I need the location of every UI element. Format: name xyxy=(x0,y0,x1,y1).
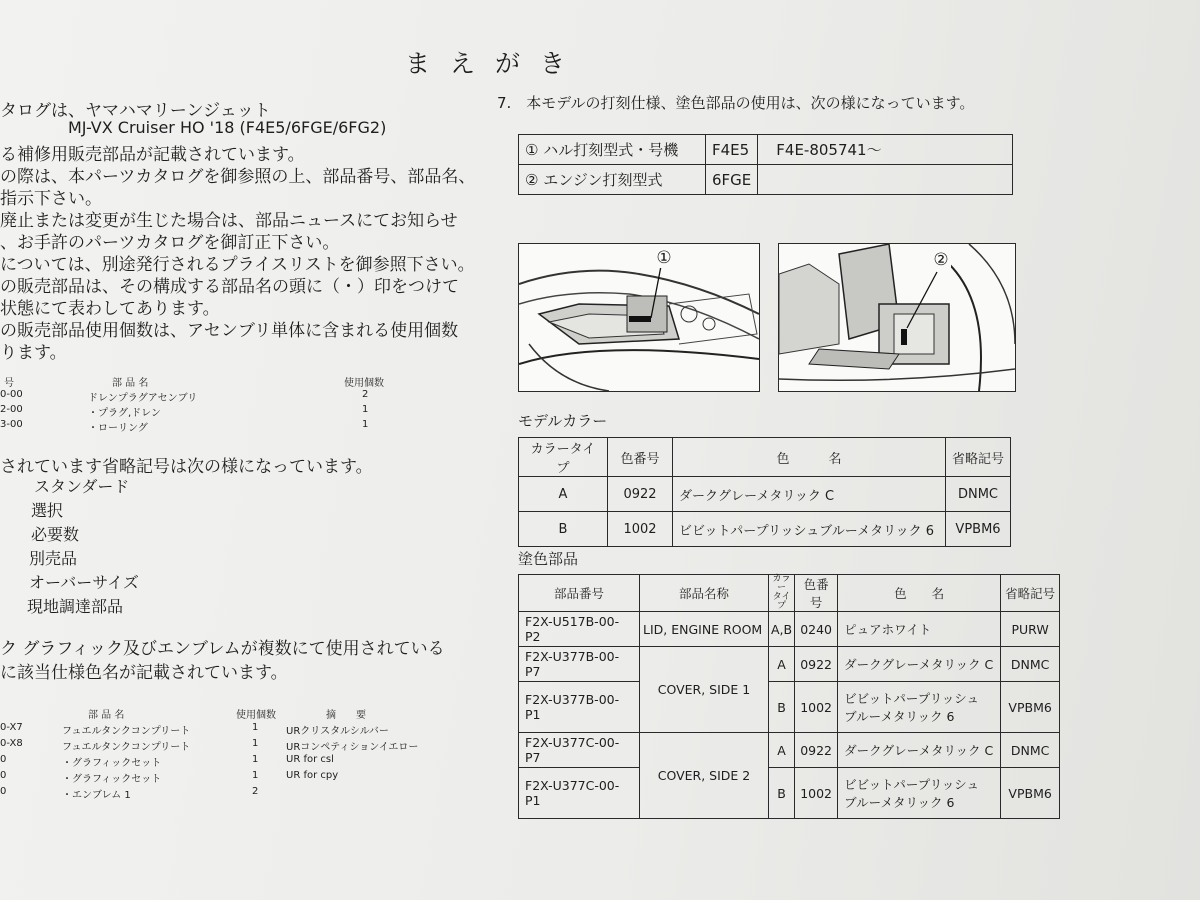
example-note: UR for csl xyxy=(286,754,334,765)
column-header: カラータイプ xyxy=(519,438,608,477)
table-row xyxy=(519,768,1060,819)
color-type: B xyxy=(769,768,795,819)
part-number: F2X-U377B-00-P1 xyxy=(519,682,640,733)
example-header-note: 摘 要 xyxy=(326,710,366,721)
marker-2: ② xyxy=(931,250,951,270)
example-note: URコンペティションイエロー xyxy=(286,742,419,753)
part-name: COVER, SIDE 1 xyxy=(640,647,769,733)
abbreviation-item: 現地調達部品 xyxy=(27,597,124,616)
example-note: URクリスタルシルバー xyxy=(286,726,389,737)
page-title: まえがき xyxy=(405,49,586,78)
color-name: ダークグレーメタリック C xyxy=(838,733,1001,768)
example-part-no: 0 xyxy=(0,754,7,765)
stamp-serial: F4E-805741～ xyxy=(758,135,1013,165)
table-row xyxy=(519,647,1060,682)
abbreviation-item: 選択 xyxy=(31,501,64,520)
example-part-no: 0 xyxy=(0,770,7,781)
color-name: ダークグレーメタリック C xyxy=(673,477,946,512)
example-header-name: 部 品 名 xyxy=(88,710,125,721)
part-number: F2X-U377C-00-P7 xyxy=(519,733,640,768)
stamp-spec-table xyxy=(518,134,1013,195)
intro-line: の販売部品は、その構成する部品名の頭に（・）印をつけて xyxy=(0,277,459,297)
engine-illustration xyxy=(779,244,1015,391)
engine-stamp-figure xyxy=(778,243,1016,392)
example-part-no: 2-00 xyxy=(0,404,23,415)
column-header: 色 名 xyxy=(838,575,1001,612)
color-name-line: ビビットパープリッシュ xyxy=(844,777,979,792)
intro-line: 指示下さい。 xyxy=(0,189,102,209)
example-part-no: 0 xyxy=(0,786,7,797)
example-qty: 1 xyxy=(252,770,259,781)
column-header: 省略記号 xyxy=(1001,575,1060,612)
part-name: COVER, SIDE 2 xyxy=(640,733,769,819)
column-header: 省略記号 xyxy=(946,438,1011,477)
column-header xyxy=(769,575,795,612)
column-header: 色 名 xyxy=(673,438,946,477)
color-name: ビビットパープリッシュブルーメタリック 6 xyxy=(673,512,946,547)
table-row xyxy=(519,135,1013,165)
example-part-no: 0-X8 xyxy=(0,738,23,749)
example-qty: 1 xyxy=(252,738,259,749)
table-header-row xyxy=(519,438,1011,477)
color-name: ピュアホワイト xyxy=(838,612,1001,647)
column-header: 色番号 xyxy=(608,438,673,477)
hull-stamp-figure xyxy=(518,243,760,392)
graphic-note: ク グラフィック及びエンブレムが複数にて使用されている xyxy=(0,639,445,659)
color-abbreviation: VPBM6 xyxy=(1001,682,1060,733)
color-abbreviation: PURW xyxy=(1001,612,1060,647)
stamp-code: F4E5 xyxy=(706,135,758,165)
color-abbreviation: DNMC xyxy=(1001,733,1060,768)
example-header-qty: 使用個数 xyxy=(344,378,384,389)
table-row xyxy=(519,512,1011,547)
note-7: 7. 本モデルの打刻仕様、塗色部品の使用は、次の様になっています。 xyxy=(497,94,975,112)
part-number: F2X-U377B-00-P7 xyxy=(519,647,640,682)
example-part-name: ・エンブレム 1 xyxy=(62,790,131,801)
example-part-name: ・グラフィックセット xyxy=(62,758,162,769)
graphic-note: に該当仕様色名が記載されています。 xyxy=(0,663,288,683)
example-header-qty: 使用個数 xyxy=(236,710,276,721)
abbreviation-item: 必要数 xyxy=(31,525,80,544)
example-header-no: 号 xyxy=(4,378,14,389)
table-row xyxy=(519,733,1060,768)
example-note: UR for cpy xyxy=(286,770,339,781)
example-qty: 1 xyxy=(252,754,259,765)
abbreviation-item: 別売品 xyxy=(29,549,78,568)
painted-parts-title: 塗色部品 xyxy=(518,550,579,568)
color-number: 1002 xyxy=(608,512,673,547)
color-type: A xyxy=(519,477,608,512)
color-name-line: ブルーメタリック 6 xyxy=(844,795,955,810)
color-abbreviation: DNMC xyxy=(946,477,1011,512)
intro-line: の際は、本パーツカタログを御参照の上、部品番号、部品名、 xyxy=(0,167,476,187)
model-name: MJ-VX Cruiser HO '18 (F4E5/6FGE/6FG2) xyxy=(68,118,387,137)
example-qty: 1 xyxy=(252,722,259,733)
example-qty: 2 xyxy=(252,786,259,797)
table-row xyxy=(519,612,1060,647)
table-row xyxy=(519,682,1060,733)
color-type: B xyxy=(519,512,608,547)
stamp-label: ① ハル打刻型式・号機 xyxy=(519,135,706,165)
intro-line: ります。 xyxy=(0,343,67,363)
color-name-line: ブルーメタリック 6 xyxy=(844,709,955,724)
column-header: 部品番号 xyxy=(519,575,640,612)
part-number: F2X-U377C-00-P1 xyxy=(519,768,640,819)
example-part-no: 3-00 xyxy=(0,419,23,430)
color-type: A xyxy=(769,733,795,768)
color-type: B xyxy=(769,682,795,733)
color-number: 0922 xyxy=(795,647,838,682)
color-name xyxy=(838,682,1001,733)
abbreviation-intro: されています省略記号は次の様になっています。 xyxy=(0,457,373,477)
painted-parts-table xyxy=(518,574,1060,819)
color-number: 1002 xyxy=(795,682,838,733)
stamp-code: 6FGE xyxy=(706,165,758,195)
header-type: タイプ xyxy=(772,592,791,611)
color-name xyxy=(838,768,1001,819)
column-header: 色番号 xyxy=(795,575,838,612)
color-type: A xyxy=(769,647,795,682)
intro-line: 廃止または変更が生じた場合は、部品ニュースにてお知らせ xyxy=(0,211,458,231)
example-part-name: ・ローリング xyxy=(88,423,148,434)
table-header-row xyxy=(519,575,1060,612)
part-number: F2X-U517B-00-P2 xyxy=(519,612,640,647)
table-row xyxy=(519,165,1013,195)
example-qty: 1 xyxy=(362,419,369,430)
stamp-label: ② エンジン打刻型式 xyxy=(519,165,706,195)
example-header-name: 部 品 名 xyxy=(112,378,149,389)
example-part-name: ・プラグ,ドレン xyxy=(88,408,161,419)
color-number: 0922 xyxy=(795,733,838,768)
example-qty: 2 xyxy=(362,389,369,400)
marker-1: ① xyxy=(654,248,674,268)
color-name-line: ビビットパープリッシュ xyxy=(844,691,979,706)
part-name: LID, ENGINE ROOM xyxy=(640,612,769,647)
abbreviation-item: オーバーサイズ xyxy=(29,573,139,592)
example-part-no: 0-X7 xyxy=(0,722,23,733)
color-number: 0922 xyxy=(608,477,673,512)
model-color-table xyxy=(518,437,1011,547)
color-type: A,B xyxy=(769,612,795,647)
color-number: 1002 xyxy=(795,768,838,819)
intro-line: 、お手許のパーツカタログを御訂正下さい。 xyxy=(0,233,340,253)
color-abbreviation: VPBM6 xyxy=(1001,768,1060,819)
intro-line: タログは、ヤマハマリーンジェット xyxy=(0,101,271,121)
intro-line: る補修用販売部品が記載されています。 xyxy=(0,145,305,165)
color-abbreviation: DNMC xyxy=(1001,647,1060,682)
hull-illustration xyxy=(519,244,759,391)
header-color: カラー xyxy=(772,574,791,593)
example-qty: 1 xyxy=(362,404,369,415)
color-name: ダークグレーメタリック C xyxy=(838,647,1001,682)
color-abbreviation: VPBM6 xyxy=(946,512,1011,547)
intro-line: の販売部品使用個数は、アセンブリ単体に含まれる使用個数 xyxy=(0,321,459,341)
stamp-serial xyxy=(758,165,1013,195)
example-part-name: ドレンプラグアセンブリ xyxy=(88,393,198,404)
example-part-name: フュエルタンクコンプリート xyxy=(62,742,191,753)
model-color-title: モデルカラー xyxy=(518,412,608,430)
example-part-no: 0-00 xyxy=(0,389,23,400)
abbreviation-item: スタンダード xyxy=(34,477,130,496)
example-part-name: フュエルタンクコンプリート xyxy=(62,726,191,737)
color-number: 0240 xyxy=(795,612,838,647)
intro-line: については、別途発行されるプライスリストを御参照下さい。 xyxy=(0,255,475,275)
intro-line: 状態にて表わしてあります。 xyxy=(0,299,220,319)
column-header: 部品名称 xyxy=(640,575,769,612)
example-part-name: ・グラフィックセット xyxy=(62,774,162,785)
table-row xyxy=(519,477,1011,512)
